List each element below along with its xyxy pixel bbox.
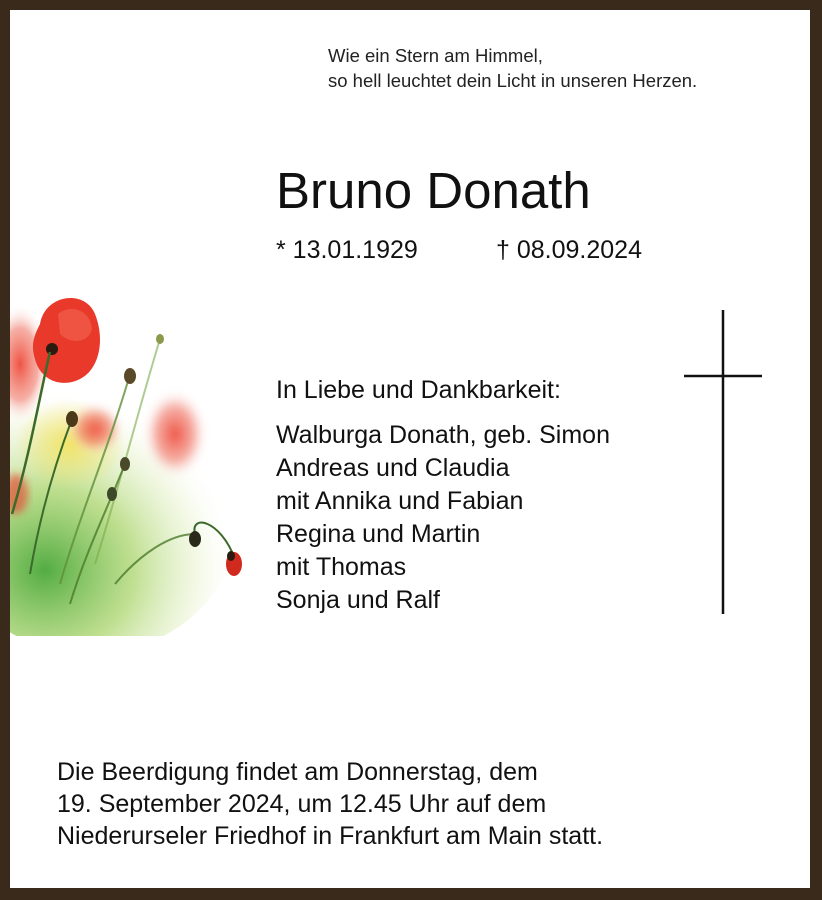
funeral-line-3: Niederurseler Friedhof in Frankfurt am Main statt. — [57, 822, 604, 850]
mourner-line: mit Annika und Fabian — [276, 487, 524, 515]
quote-line-2: so hell leuchtet dein Licht in unseren Herzen. — [328, 70, 698, 91]
deceased-name: Bruno Donath — [276, 162, 591, 219]
funeral-line-1: Die Beerdigung findet am Donnerstag, dem — [57, 758, 538, 786]
quote-line-1: Wie ein Stern am Himmel, — [328, 45, 543, 66]
mourner-line: Walburga Donath, geb. Simon — [276, 421, 610, 449]
mourners-heading: In Liebe und Dankbarkeit: — [276, 376, 561, 404]
life-dates — [276, 234, 642, 266]
funeral-line-2: 19. September 2024, um 12.45 Uhr auf dem — [57, 790, 547, 818]
mourner-line: Sonja und Ralf — [276, 586, 441, 614]
obituary-card — [10, 10, 810, 888]
funeral-notice — [57, 756, 603, 852]
mourner-line: mit Thomas — [276, 553, 407, 581]
mourners-list — [276, 419, 610, 617]
quote — [328, 43, 697, 93]
mourner-line: Regina und Martin — [276, 520, 481, 548]
birth-date: * 13.01.1929 — [276, 236, 418, 264]
mourner-line: Andreas und Claudia — [276, 454, 510, 482]
death-date: † 08.09.2024 — [496, 236, 642, 264]
cross-icon — [684, 310, 762, 614]
poppy-flowers-image — [10, 284, 248, 636]
